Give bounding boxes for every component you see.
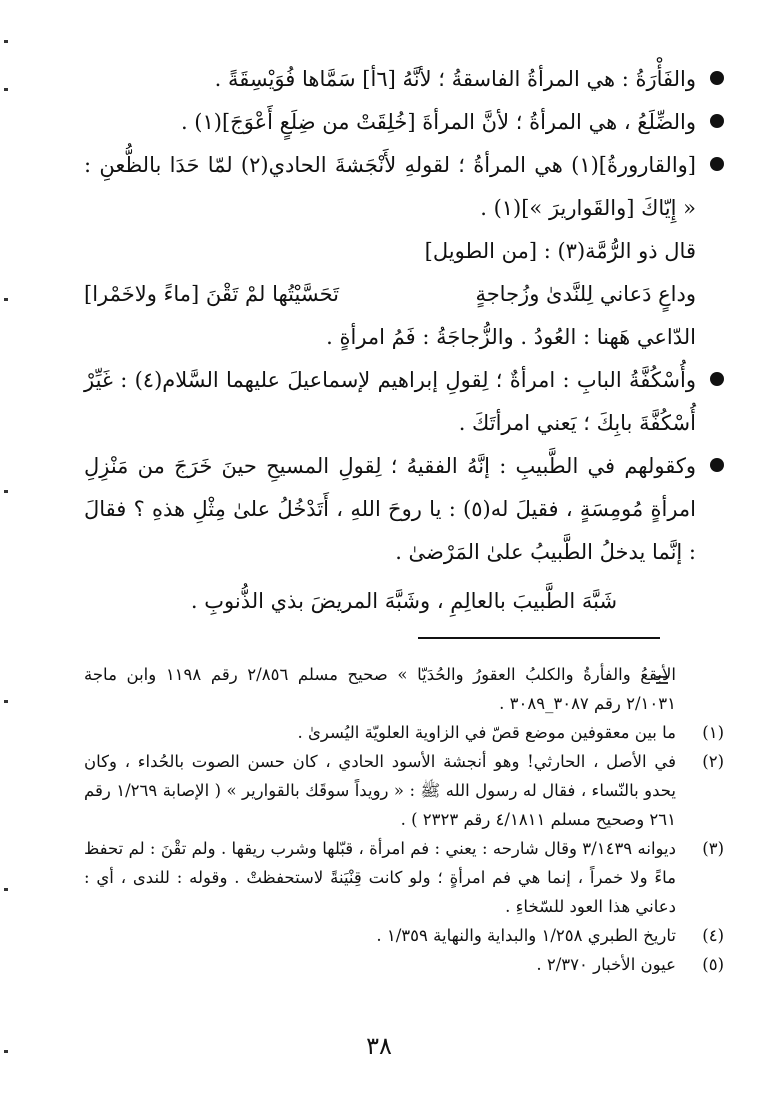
footnote-number: (٣): [702, 839, 724, 858]
main-text: [84, 58, 724, 623]
margin-mark: [4, 40, 8, 43]
entry-text: والفَأْرَةُ : هي المرأةُ الفاسقةُ ؛ لأنَّهُ [٦أ] سَمَّاها فُوَيْسِقَةً .: [214, 67, 696, 91]
bullet-icon: [710, 157, 724, 171]
poet-line: قال ذو الرُّمَّة(٣) : [من الطويل]: [424, 239, 696, 263]
footnote-separator: [418, 637, 660, 639]
margin-mark: [4, 700, 8, 703]
footnote-text: في الأصل ، الحارثي! وهو أنجشة الأسود الحادي ، كان حسن الصوت بالحُداء ، وكان يحدو بالنّساء ، فقال له رسول الله ﷺ : « رويداً سوقَك بالقوارير » ( الإصابة ١/٢٦٩ رقم ٢٦١ وصحيح مسلم ٤/١٨١١ رقم ٢٣٢٣ ) .: [84, 752, 676, 829]
entry-tabib: [84, 445, 724, 574]
margin-mark: [4, 298, 8, 301]
footnote-number: (٢): [702, 752, 724, 771]
verse-first-hemistich: وداعٍ دَعاني لِلنَّدىٰ وزُجاجةٍ: [475, 282, 696, 306]
margin-mark: [4, 888, 8, 891]
bullet-icon: [710, 71, 724, 85]
footnote-2: [84, 747, 724, 834]
entry-qaroura: [84, 144, 724, 230]
verse-second-hemistich: تَحَسَّيْتُها لمْ تَقْنَ [ماءً ولاخَمْرا]: [84, 282, 339, 306]
bullet-icon: [710, 372, 724, 386]
footnote-text: ما بين معقوفين موضع قصّ في الزاوية العلويّة اليُسرىٰ .: [297, 723, 676, 742]
verse: [84, 273, 724, 316]
page-number: ٣٨: [366, 1032, 392, 1060]
entry-text: [والقارورةُ](١) هي المرأةُ ؛ لقولهِ لأَنْجَشةَ الحادي(٢) لمّا حَدَا بالظُّعنِ : « إِيّاكَ [والقَواريرَ »](١) .: [84, 153, 696, 220]
footnote-continuation: الأبقعُ والفأرةُ والكلبُ العقورُ والحُدَيّا » صحيح مسلم ٢/٨٥٦ رقم ١١٩٨ وابن ماجة ٢/١٠٣١ رقم ٣٠٨٧_٣٠٨٩ .: [84, 665, 677, 713]
margin-mark: [4, 88, 8, 91]
entry-text: والضِّلَعُ ، هي المرأةُ ؛ لأنَّ المرأةَ [خُلِقَتْ من ضِلَعٍ أَعْوَجَ](١) .: [180, 110, 696, 134]
entry-dila: [84, 101, 724, 144]
margin-mark: [4, 490, 8, 493]
footnote-text: ديوانه ٣/١٤٣٩ وقال شارحه : يعني : فم امرأة ، قبّلها وشرب ريقها . ولم تقْنَ : لم تحفظ ماءً ولا خمراً ، إنما هي فم امرأةٍ ؛ ولو كانت قِنْيَنةً لاستحفظتْ . وقوله : للندى ، أي : دعاني هذا العود للسّخاءِ .: [84, 839, 676, 916]
footnote-number: (٤): [702, 926, 724, 945]
verse-gloss: الدّاعي هَهنا : العُودُ . والزُّجاجَةُ : فَمُ امرأةٍ .: [326, 325, 696, 349]
footnote-number: (١): [702, 723, 724, 742]
footnote-1: [84, 718, 724, 747]
footnote-number: (٥): [702, 955, 724, 974]
bullet-icon: [710, 114, 724, 128]
entry-text: وكقولهم في الطَّبيبِ : إنَّهُ الفقيهُ ؛ لِقولِ المسيحِ حينَ خَرَجَ من مَنْزِلِ امرأةٍ مُومِسَةٍ ، فقيلَ له(٥) : يا روحَ اللهِ ، أَتَدْخُلُ علىٰ مِثْلِ هذهِ ؟ فقالَ : إنَّما يدخلُ الطَّبيبُ علىٰ المَرْضىٰ .: [84, 454, 697, 564]
entry-fara: [84, 58, 724, 101]
entry-text: وأُسْكُفَّةُ البابِ : امرأةٌ ؛ لِقولِ إبراهيم لإسماعيلَ عليهما السَّلام(٤) : غَيِّرْ أُسْكُفَّةَ بابِكَ ؛ يَعني امرأتَكَ .: [84, 368, 697, 435]
footnote-3: [84, 834, 724, 921]
footnote-4: [84, 921, 724, 950]
entry-uskuffa: [84, 359, 724, 445]
footnotes: [84, 660, 724, 979]
footnote-text: عيون الأخبار ٢/٣٧٠ .: [536, 955, 676, 974]
bullet-icon: [710, 458, 724, 472]
footnote-5: [84, 950, 724, 979]
footnote-text: تاريخ الطبري ١/٢٥٨ والبداية والنهاية ١/٣٥٩ .: [376, 926, 676, 945]
closing-line: شَبَّهَ الطَّبيبَ بالعالِمِ ، وشَبَّهَ المريضَ بذي الذُّنوبِ .: [190, 589, 618, 613]
